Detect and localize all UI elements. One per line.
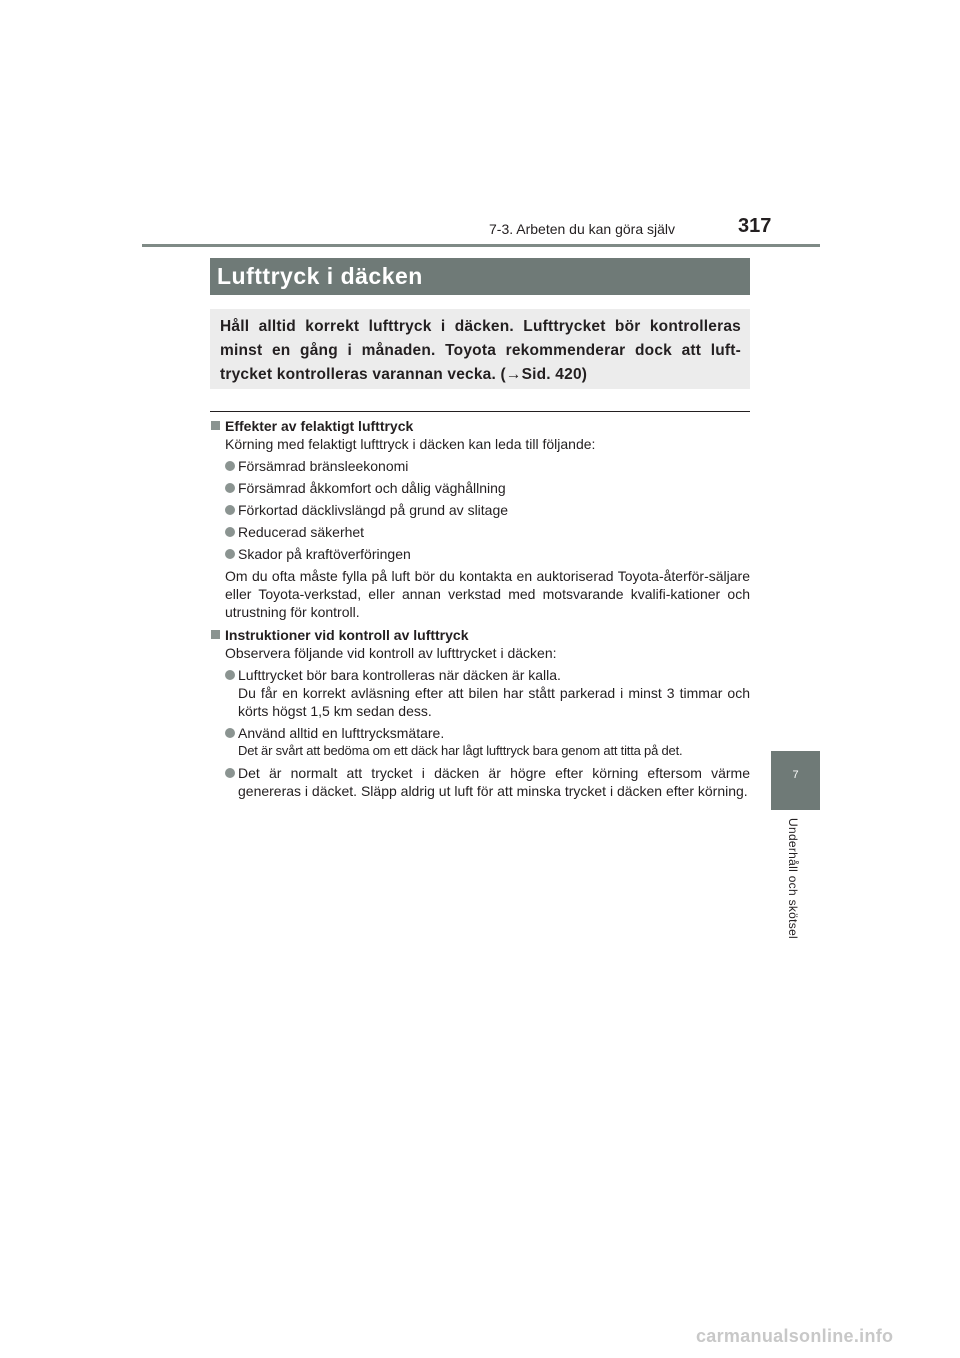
section-heading-text: Instruktioner vid kontroll av lufttryck [225,627,469,643]
list-item: Förkortad däcklivslängd på grund av slitage [225,501,750,519]
list-item: Skador på kraftöverföringen [225,545,750,563]
page-title: Lufttryck i däcken [217,263,423,289]
circle-bullet-icon [225,527,235,537]
header-divider [142,244,820,247]
watermark: carmanualsonline.info [696,1326,894,1346]
circle-bullet-icon [225,483,235,493]
list-item: Lufttrycket bör bara kontrolleras när däcken är kalla. Du får en korrekt avläsning efter att bilen har stått parkerad i minst 3 timmar och körts högst 1,5 km sedan dess. [225,666,750,720]
list-item: Försämrad bränsleekonomi [225,457,750,475]
content [210,417,750,800]
list-item: Det är normalt att trycket i däcken är högre efter körning eftersom värme genereras i däcket. Släpp aldrig ut luft för att minska trycket i däcken efter körning. [225,764,750,800]
chapter-label: Underhåll och skötsel [786,818,800,940]
section-lead: Körning med felaktigt lufttryck i däcken kan leda till följande: [225,436,596,452]
chapter-number: 7 [792,769,799,781]
intro-box [210,309,750,389]
circle-bullet-icon [225,461,235,471]
list-item: Försämrad åkkomfort och dålig väghållning [225,479,750,497]
content-divider [210,411,750,412]
section-heading-text: Effekter av felaktigt lufttryck [225,418,414,434]
section-heading-effects [210,417,750,435]
square-bullet-icon [211,421,220,430]
section-lead: Observera följande vid kontroll av lufttrycket i däcken: [225,645,557,661]
section-trailing: Om du ofta måste fylla på luft bör du kontakta en auktoriserad Toyota-återför-säljare eller Toyota-verkstad, eller annan verkstad med motsvarande kvalifi-kationer och utrustning för kontroll. [225,568,750,620]
circle-bullet-icon [225,505,235,515]
running-header-section: 7-3. Arbeten du kan göra själv [489,221,676,237]
title-bar [210,258,750,295]
intro-text: Håll alltid korrekt lufttryck i däcken. Lufttrycket bör kontrolleras minst en gång i månaden. Toyota rekommenderar dock att luft-trycket kontrolleras varannan vecka. (→Sid. 420) [220,318,741,383]
chapter-tab [771,751,820,810]
list-item: Reducerad säkerhet [225,523,750,541]
circle-bullet-icon [225,670,235,680]
square-bullet-icon [211,630,220,639]
circle-bullet-icon [225,728,235,738]
circle-bullet-icon [225,549,235,559]
page-number: 317 [738,215,772,237]
list-item: Använd alltid en lufttrycksmätare. Det är svårt att bedöma om ett däck har lågt lufttryck bara genom att titta på det. [225,724,750,760]
circle-bullet-icon [225,768,235,778]
section-heading-instructions [210,626,750,644]
